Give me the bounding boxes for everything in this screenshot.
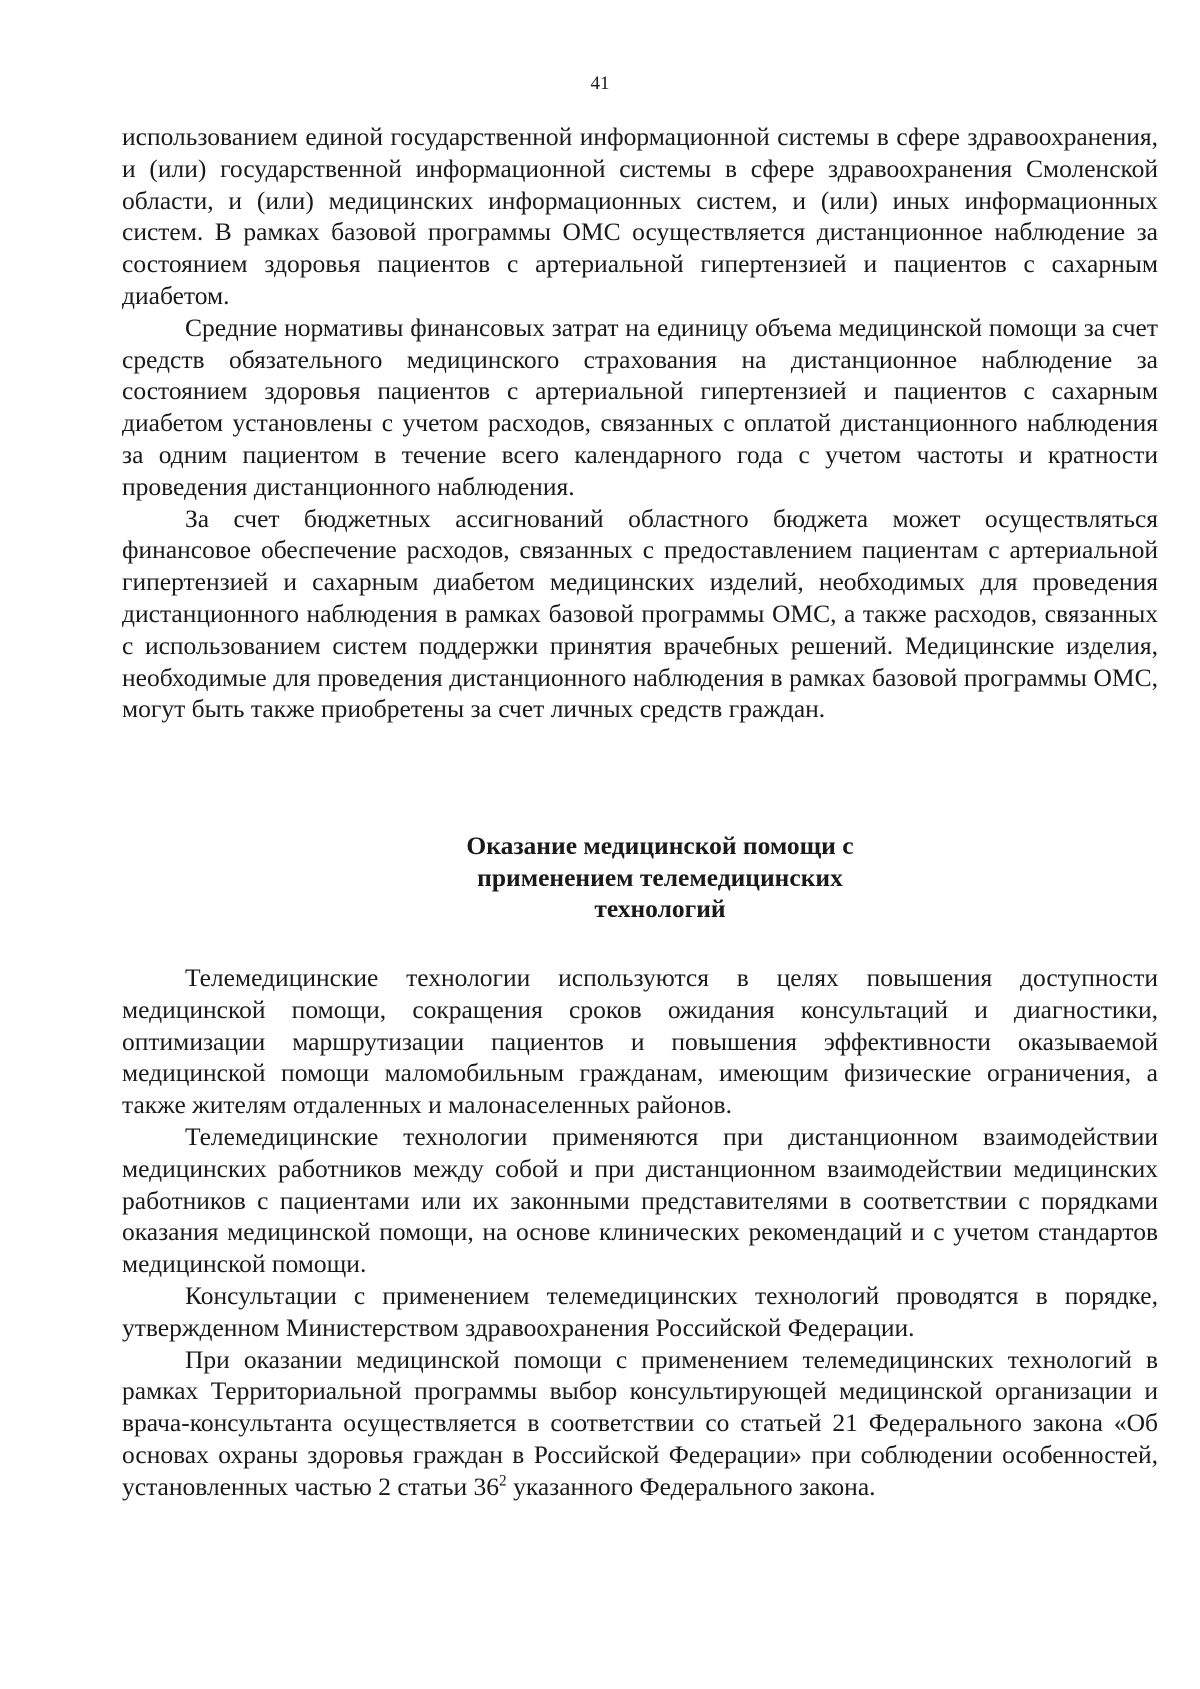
superscript-2: 2 [499,1472,507,1490]
page-number: 41 [590,73,610,94]
paragraph-consultant-choice-end: указанного Федерального закона. [506,1471,876,1501]
text-block-telemedicine [122,962,1158,1503]
paragraph-consultant-choice-text: При оказании медицинской помощи с применением телемедицинских технологий в рамках Территориальной программы выбор консультирующей медицинской организации и врача-консультанта осуществляется в соответствии со статьей 21 Федерального закона «Об основах охраны здоровья граждан в Российской Федерации» при соблюдении особенностей, установленных частью 2 статьи 36 [122,1344,1158,1501]
paragraph-consultations: Консультации с применением телемедицинских технологий проводятся в порядке, утвержденном Министерством здравоохранения Российской Федерации. [122,1280,1158,1342]
heading-line-3: технологий [594,894,726,923]
paragraph-consultant-choice [122,1344,1158,1503]
section-heading [360,830,960,925]
paragraph-budget-funding: За счет бюджетных ассигнований областного бюджета может осуществляться финансовое обеспечение расходов, связанных с предоставлением пациентам с артериальной гипертензией и сахарным диабетом медицинских изделий, необходимых для проведения дистанционного наблюдения в рамках базовой программы ОМС, а также расходов, связанных с использованием систем поддержки принятия врачебных решений. Медицинские изделия, необходимые для проведения дистанционного наблюдения в рамках базовой программы ОМС, могут быть также приобретены за счет личных средств граждан. [122,503,1158,724]
heading-line-2: применением телемедицинских [477,862,843,892]
paragraph-telemedicine-purpose: Телемедицинские технологии используются в целях повышения доступности медицинской помощи, сокращения сроков ожидания консультаций и диагностики, оптимизации маршрутизации пациентов и повышения эффективности оказываемой медицинской помощи маломобильным гражданам, имеющим физические ограничения, а также жителям отдаленных и малонаселенных районов. [122,963,1158,1120]
paragraph-continuation: использованием единой государственной информационной системы в сфере здравоохранения, и (или) государственной информационной системы в сфере здравоохранения Смоленской области, и (или) медицинских информационных систем, и (или) иных информационных систем. В рамках базовой программы ОМС осуществляется дистанционное наблюдение за состоянием здоровья пациентов с артериальной гипертензией и пациентов с сахарным диабетом. [122,122,1158,310]
text-block-top [122,121,1158,725]
paragraph-financing-norms: Средние нормативы финансовых затрат на единицу объема медицинской помощи за счет средств обязательного медицинского страхования на дистанционное наблюдение за состоянием здоровья пациентов с артериальной гипертензией и пациентов с сахарным диабетом установлены с учетом расходов, связанных с оплатой дистанционного наблюдения за одним пациентом в течение всего календарного года с учетом частоты и кратности проведения дистанционного наблюдения. [122,312,1158,501]
paragraph-telemedicine-application: Телемедицинские технологии применяются при дистанционном взаимодействии медицинских работников между собой и при дистанционном взаимодействии медицинских работников с пациентами или их законными представителями в соответствии с порядками оказания медицинской помощи, на основе клинических рекомендаций и с учетом стандартов медицинской помощи. [122,1121,1158,1279]
heading-line-1: Оказание медицинской помощи с [466,831,854,860]
